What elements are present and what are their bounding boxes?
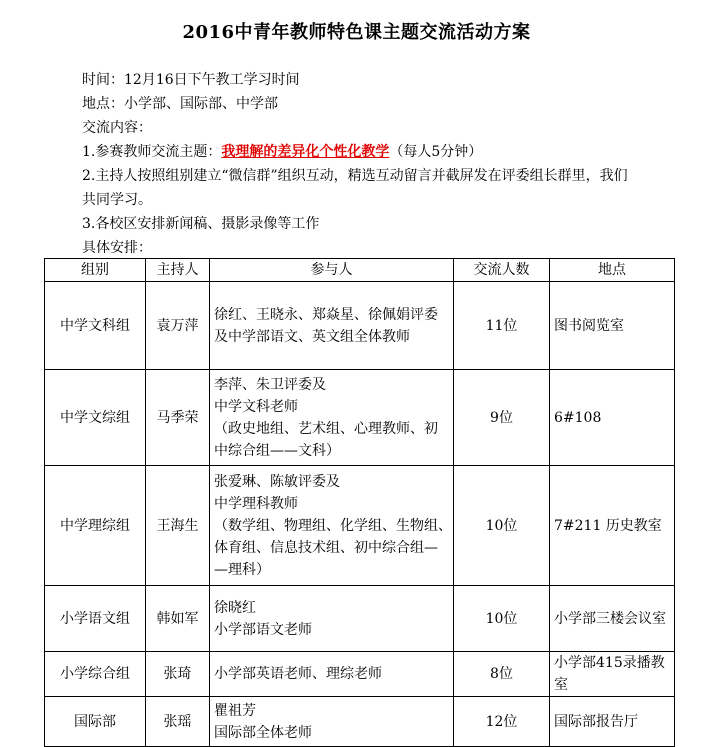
participant-line: 瞿祖芳	[214, 702, 256, 719]
table-row	[45, 586, 675, 652]
place-line: 地点：小学部、国际部、中学部	[82, 96, 278, 112]
document-title: 2016中青年教师特色课主题交流活动方案	[182, 22, 531, 43]
cell-host: 韩如军	[146, 586, 210, 652]
schedule-heading: 具体安排：	[82, 240, 152, 256]
cell-location: 7#211 历史教室	[550, 466, 675, 586]
participant-line: （数学组、物理组、化学组、生物组、	[214, 517, 452, 534]
cell-location: 国际部报告厅	[550, 697, 675, 747]
cell-host: 张瑶	[146, 697, 210, 747]
table-row	[45, 282, 675, 370]
cell-group: 小学语文组	[45, 586, 146, 652]
table-row	[45, 466, 675, 586]
item-1-label: 1.参赛教师交流主题：	[82, 144, 222, 160]
table-row	[45, 370, 675, 466]
cell-group: 中学理综组	[45, 466, 146, 586]
participant-line: 中综合组——文科）	[214, 442, 340, 459]
header-count: 交流人数	[454, 259, 550, 282]
participant-line: 中学文科老师	[214, 398, 298, 415]
participant-line: 体育组、信息技术组、初中综合组—	[214, 539, 438, 556]
participant-line: 徐晓红	[214, 599, 256, 616]
cell-host: 王海生	[146, 466, 210, 586]
participant-line: —理科）	[214, 561, 270, 578]
cell-count: 9位	[454, 370, 550, 466]
time-line: 时间：12月16日下午教工学习时间	[82, 72, 300, 88]
cell-location: 小学部415录播教室	[550, 652, 675, 697]
cell-count: 8位	[454, 652, 550, 697]
cell-location: 小学部三楼会议室	[550, 586, 675, 652]
cell-host: 张琦	[146, 652, 210, 697]
cell-count: 10位	[454, 466, 550, 586]
cell-participants	[210, 370, 454, 466]
cell-group: 国际部	[45, 697, 146, 747]
cell-group: 中学文科组	[45, 282, 146, 370]
participant-line: 张爱琳、陈敏评委及	[214, 473, 340, 490]
cell-participants	[210, 466, 454, 586]
item-1	[82, 140, 482, 164]
cell-participants	[210, 652, 454, 697]
item-2-line-1: 2.主持人按照组别建立“微信群”组织互动，精选互动留言并截屏发在评委组长群里，我们	[82, 168, 628, 184]
item-1-topic: 我理解的差异化个性化教学	[221, 144, 390, 160]
header-location: 地点	[550, 259, 675, 282]
cell-location: 图书阅览室	[550, 282, 675, 370]
participant-line: 小学部英语老师、理综老师	[214, 666, 382, 682]
item-2-line-2: 共同学习。	[82, 192, 152, 208]
table-header-row	[45, 259, 675, 282]
participant-line: 小学部语文老师	[214, 621, 312, 638]
participant-line: 徐红、王晓永、郑焱星、徐佩娟评委	[214, 306, 438, 323]
cell-host: 袁万萍	[146, 282, 210, 370]
cell-group: 小学综合组	[45, 652, 146, 697]
table-row	[45, 697, 675, 747]
schedule-table	[44, 258, 675, 747]
cell-participants	[210, 697, 454, 747]
cell-location: 6#108	[550, 370, 675, 466]
participant-line: 李萍、朱卫评委及	[214, 376, 326, 393]
cell-participants	[210, 282, 454, 370]
participant-line: （政史地组、艺术组、心理教师、初	[214, 420, 438, 437]
cell-count: 11位	[454, 282, 550, 370]
header-participants: 参与人	[210, 259, 454, 282]
cell-count: 10位	[454, 586, 550, 652]
participant-line: 中学理科教师	[214, 495, 298, 512]
item-1-note: （每人5分钟）	[389, 144, 483, 160]
content-heading: 交流内容：	[82, 120, 152, 136]
participant-line: 及中学部语文、英文组全体教师	[214, 328, 410, 345]
header-group: 组别	[45, 259, 146, 282]
table-row	[45, 652, 675, 697]
cell-count: 12位	[454, 697, 550, 747]
header-host: 主持人	[146, 259, 210, 282]
item-3: 3.各校区安排新闻稿、摄影录像等工作	[82, 216, 320, 232]
cell-host: 马季荣	[146, 370, 210, 466]
cell-group: 中学文综组	[45, 370, 146, 466]
participant-line: 国际部全体老师	[214, 724, 312, 741]
cell-participants	[210, 586, 454, 652]
